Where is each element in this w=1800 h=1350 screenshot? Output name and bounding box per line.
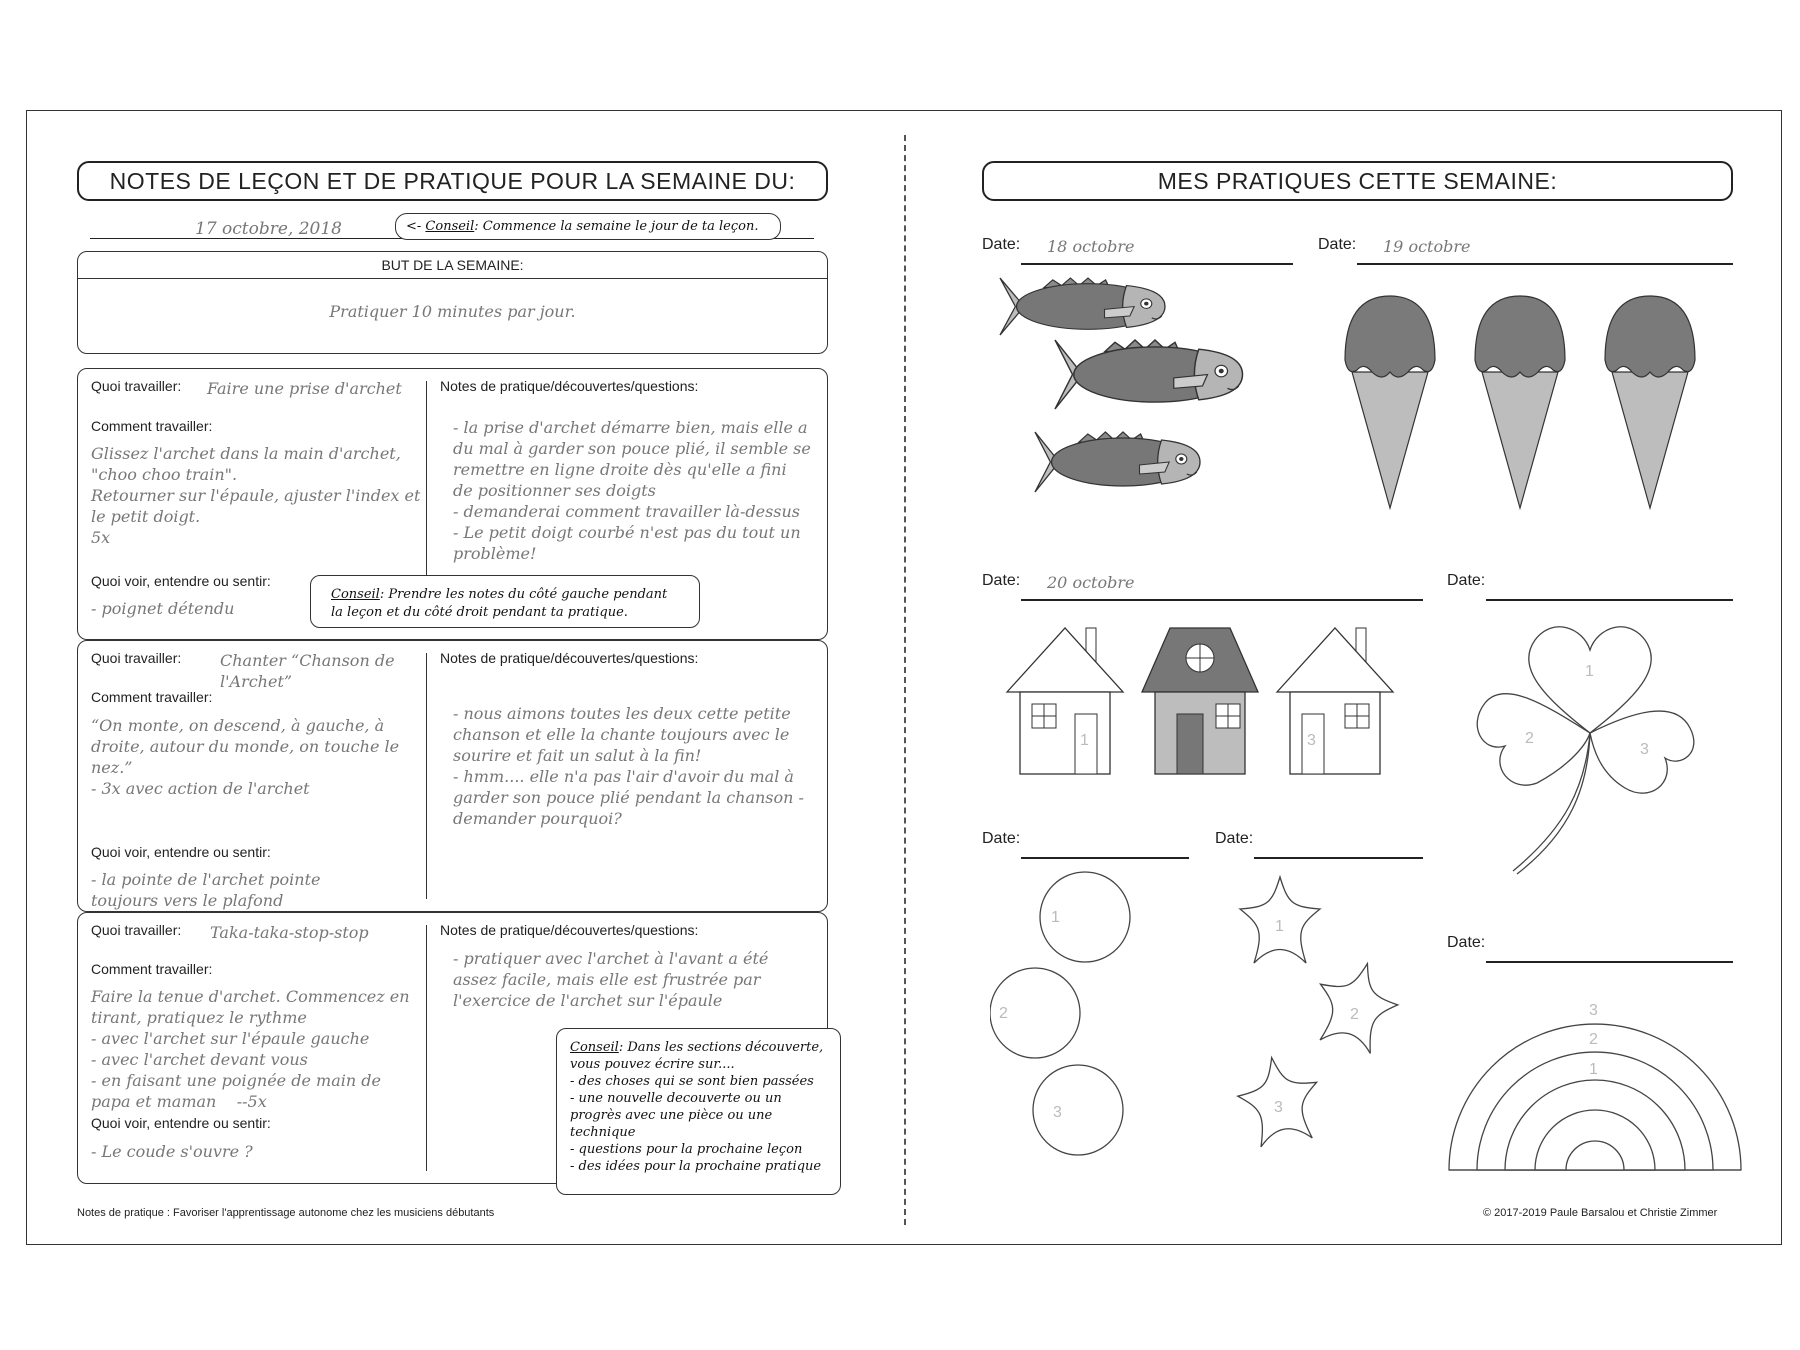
clover-number-1: 1 bbox=[1585, 663, 1594, 680]
tip-week-label: Conseil bbox=[425, 219, 475, 234]
date-line-6 bbox=[1254, 857, 1423, 859]
circle-number-3: 3 bbox=[1053, 1104, 1062, 1121]
section-2-see-label: Quoi voir, entendre ou sentir: bbox=[91, 844, 271, 860]
right-title-text: MES PRATIQUES CETTE SEMAINE: bbox=[1157, 167, 1558, 194]
date-label-7: Date: bbox=[1447, 934, 1486, 951]
page-divider bbox=[904, 135, 906, 1225]
goal-text: Pratiquer 10 minutes par jour. bbox=[329, 302, 576, 321]
section-3-how-label: Comment travailler: bbox=[91, 961, 213, 977]
tip-discovery-label: Conseil bbox=[570, 1040, 619, 1055]
clover-number-2: 2 bbox=[1525, 730, 1534, 747]
right-page-title bbox=[982, 161, 1733, 201]
stars-illustration bbox=[1220, 865, 1430, 1165]
goal-header: BUT DE LA SEMAINE: bbox=[78, 252, 827, 279]
left-footer: Notes de pratique : Favoriser l'apprentissage autonome chez les musiciens débutants bbox=[77, 1207, 495, 1219]
star-number-1: 1 bbox=[1275, 918, 1284, 935]
house-2 bbox=[1142, 628, 1258, 774]
date-label-6: Date: bbox=[1215, 830, 1254, 847]
section-2-notes-value: - nous aimons toutes les deux cette petite chanson et elle la chante toujours avec le sourire et fait un salut à la fin! - hmm.... elle n'a pas l'air d'avoir du mal à garder son pouce plié pendant la chanson - demander pourquoi? bbox=[453, 704, 804, 828]
date-line-3 bbox=[1021, 599, 1423, 601]
house-1 bbox=[1007, 628, 1123, 774]
date-label-1: Date: bbox=[982, 236, 1021, 253]
house-1-number: 1 bbox=[1080, 732, 1089, 749]
date-line-2 bbox=[1357, 263, 1733, 265]
goal-box bbox=[77, 251, 828, 354]
section-1-how-label: Comment travailler: bbox=[91, 418, 213, 434]
section-1-see-value: - poignet détendu bbox=[91, 599, 235, 618]
date-label-2: Date: bbox=[1318, 236, 1357, 253]
section-2-what-value: Chanter “Chanson de l'Archet” bbox=[220, 651, 395, 691]
clover-number-3: 3 bbox=[1640, 741, 1649, 758]
week-date: 17 octobre, 2018 bbox=[195, 219, 342, 239]
house-3 bbox=[1277, 628, 1393, 774]
tip-sides-label: Conseil bbox=[331, 587, 380, 602]
section-2-see-value: - la pointe de l'archet pointe toujours vers le plafond bbox=[91, 870, 326, 910]
rainbow-number-2: 2 bbox=[1589, 1031, 1598, 1048]
date-line-5 bbox=[1021, 857, 1189, 859]
rainbow-number-1: 1 bbox=[1589, 1061, 1598, 1078]
date-value-2: 19 octobre bbox=[1383, 237, 1471, 256]
date-line-1 bbox=[1021, 263, 1293, 265]
section-2-divider bbox=[426, 653, 427, 899]
section-1-what-value: Faire une prise d'archet bbox=[207, 379, 402, 398]
date-value-1: 18 octobre bbox=[1047, 237, 1135, 256]
date-value-3: 20 octobre bbox=[1047, 573, 1135, 592]
date-line-4 bbox=[1486, 599, 1733, 601]
section-1-how-value: Glissez l'archet dans la main d'archet, "choo choo train". Retourner sur l'épaule, ajuster l'index et le petit doigt. 5x bbox=[91, 444, 421, 547]
date-label-4: Date: bbox=[1447, 572, 1486, 589]
tip-week-start bbox=[395, 213, 781, 240]
section-3-what-value: Taka-taka-stop-stop bbox=[210, 923, 369, 942]
right-footer: © 2017-2019 Paule Barsalou et Christie Zimmer bbox=[1483, 1207, 1718, 1219]
left-page-title bbox=[77, 161, 828, 201]
tip-sides-text: : Prendre les notes du côté gauche pendant la leçon et du côté droit pendant ta pratique. bbox=[331, 587, 668, 620]
date-line-7 bbox=[1486, 961, 1733, 963]
section-3-divider bbox=[426, 925, 427, 1171]
fish-illustration bbox=[995, 270, 1295, 500]
tip-week-prefix: <- bbox=[406, 219, 426, 234]
date-label-3: Date: bbox=[982, 572, 1021, 589]
section-2-notes-label: Notes de pratique/découvertes/questions: bbox=[440, 650, 699, 666]
ice-cream-illustration bbox=[1335, 290, 1725, 515]
rainbow-illustration bbox=[1445, 985, 1745, 1175]
tip-sides bbox=[310, 575, 700, 628]
tip-week-text: : Commence la semaine le jour de ta leçon. bbox=[474, 219, 759, 234]
section-3-notes-label: Notes de pratique/découvertes/questions: bbox=[440, 922, 699, 938]
section-2-how-value: “On monte, on descend, à gauche, à droite, autour du monde, on touche le nez.” - 3x avec action de l'archet bbox=[91, 716, 400, 798]
tip-discovery-text: : Dans les sections découverte, vous pouvez écrire sur.... - des choses qui se sont bien passées - une nouvelle decouverte ou un progrès avec une pièce ou une technique - questions pour la prochaine leçon - des idées pour la prochaine pratique bbox=[570, 1040, 824, 1174]
date-label-5: Date: bbox=[982, 830, 1021, 847]
section-1-notes-value: - la prise d'archet démarre bien, mais elle a du mal à garder son pouce plié, il semble se remettre en ligne droite dès qu'elle a fini de positionner ses doigts - demanderai comment travailler là-dessus - Le petit doigt courbé n'est pas du tout un problème! bbox=[453, 418, 811, 563]
circle-number-1: 1 bbox=[1051, 909, 1060, 926]
circle-number-2: 2 bbox=[999, 1005, 1008, 1022]
houses-illustration bbox=[1005, 622, 1405, 777]
left-title-text: NOTES DE LEÇON ET DE PRATIQUE POUR LA SEMAINE DU: bbox=[109, 167, 796, 194]
section-1-see-label: Quoi voir, entendre ou sentir: bbox=[91, 573, 271, 589]
section-2-how-label: Comment travailler: bbox=[91, 689, 213, 705]
section-3-see-value: - Le coude s'ouvre ? bbox=[91, 1142, 253, 1161]
star-number-3: 3 bbox=[1274, 1099, 1283, 1116]
star-number-2: 2 bbox=[1350, 1006, 1359, 1023]
section-3-how-value: Faire la tenue d'archet. Commencez en tirant, pratiquez le rythme - avec l'archet sur l'épaule gauche - avec l'archet devant vous - en faisant une poignée de main de papa et maman --5x bbox=[91, 987, 410, 1111]
section-1-notes-label: Notes de pratique/découvertes/questions: bbox=[440, 378, 699, 394]
house-3-number: 3 bbox=[1307, 732, 1316, 749]
section-3-what-label: Quoi travailler: bbox=[91, 922, 182, 938]
section-3-notes-value: - pratiquer avec l'archet à l'avant a été assez facile, mais elle est frustrée par l'exercice de l'archet sur l'épaule bbox=[453, 949, 774, 1010]
clover-illustration bbox=[1475, 618, 1705, 878]
circles-illustration bbox=[990, 865, 1180, 1165]
rainbow-number-3: 3 bbox=[1589, 1002, 1598, 1019]
section-2-what-label: Quoi travailler: bbox=[91, 650, 182, 666]
section-3-see-label: Quoi voir, entendre ou sentir: bbox=[91, 1115, 271, 1131]
tip-discovery bbox=[556, 1028, 841, 1195]
section-1-what-label: Quoi travailler: bbox=[91, 378, 182, 394]
